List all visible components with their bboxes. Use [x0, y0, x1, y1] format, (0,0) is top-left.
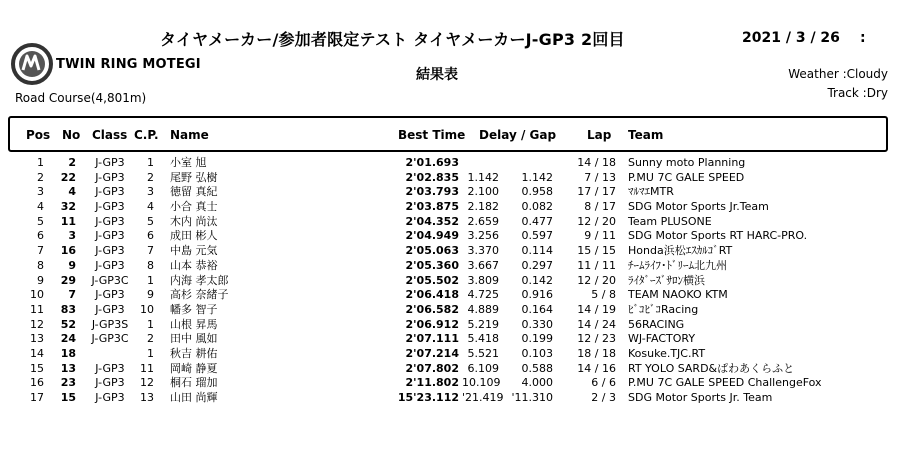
cell-lap: 9 / 11: [584, 229, 616, 243]
table-row: [0, 215, 900, 230]
cell-team: TEAM NAOKO KTM: [628, 288, 728, 302]
cell-class: J-GP3: [95, 302, 125, 316]
cell-no: 4: [68, 185, 76, 199]
cell-name: 尾野 弘樹: [170, 170, 218, 184]
col-header-best-time: Best Time: [398, 128, 466, 142]
cell-cp: 1: [147, 346, 154, 360]
cell-cp: 9: [147, 288, 154, 302]
col-header-no: No: [62, 128, 81, 142]
cell-name: 中島 元気: [170, 244, 218, 258]
cell-cp: 6: [147, 229, 154, 243]
cell-cp: 7: [147, 244, 154, 258]
cell-class: J-GP3: [95, 200, 125, 214]
cell-class: J-GP3: [95, 258, 125, 272]
cell-no: 83: [60, 302, 76, 316]
cell-lap: 14 / 24: [577, 317, 616, 331]
cell-lap: 12 / 20: [577, 214, 616, 228]
cell-delay: 3.370: [467, 244, 499, 258]
cell-delay: 5.521: [467, 346, 499, 360]
col-header-name: Name: [170, 128, 209, 142]
table-row: [0, 259, 900, 274]
table-row: [0, 347, 900, 362]
cell-no: 22: [60, 170, 76, 184]
cell-best-time: 2'05.502: [405, 273, 459, 287]
results-table: [0, 156, 900, 406]
cell-cp: 11: [140, 361, 154, 375]
table-row: [0, 185, 900, 200]
cell-delay: 2.659: [467, 214, 499, 228]
cell-name: 徳留 真紀: [170, 185, 218, 199]
cell-gap: 0.199: [521, 332, 553, 346]
cell-best-time: 2'03.793: [405, 185, 459, 199]
col-header-team: Team: [628, 128, 664, 142]
cell-gap: 0.597: [521, 229, 553, 243]
cell-name: 木内 尚汰: [170, 214, 218, 228]
cell-team: 56RACING: [628, 317, 685, 331]
cell-name: 田中 風如: [170, 332, 218, 346]
cell-team: ﾗｲﾀﾞｰｽﾞｻﾛﾝ横浜: [628, 273, 705, 287]
cell-no: 18: [60, 346, 76, 360]
cell-cp: 3: [147, 185, 154, 199]
cell-pos: 12: [30, 317, 44, 331]
cell-pos: 3: [37, 185, 44, 199]
cell-pos: 16: [30, 376, 44, 390]
cell-cp: 10: [140, 302, 154, 316]
cell-best-time: 2'07.802: [405, 361, 459, 375]
cell-name: 岡崎 静夏: [170, 361, 218, 375]
cell-pos: 15: [30, 361, 44, 375]
cell-team: Team PLUSONE: [628, 214, 712, 228]
cell-no: 11: [60, 214, 76, 228]
cell-lap: 11 / 11: [577, 258, 616, 272]
cell-gap: 0.142: [521, 273, 553, 287]
cell-lap: 8 / 17: [584, 200, 616, 214]
table-row: [0, 376, 900, 391]
cell-gap: 0.477: [521, 214, 553, 228]
cell-lap: 17 / 17: [577, 185, 616, 199]
cell-pos: 14: [30, 346, 44, 360]
brand-name: TWIN RING MOTEGI: [56, 57, 201, 72]
cell-team: ﾏﾙﾏｴMTR: [628, 185, 674, 199]
cell-pos: 1: [37, 156, 44, 169]
cell-team: P.MU 7C GALE SPEED ChallengeFox: [628, 376, 822, 390]
cell-delay: 4.889: [467, 302, 499, 316]
cell-no: 32: [60, 200, 76, 214]
page-title: タイヤメーカー/参加者限定テスト タイヤメーカーJ-GP3 2回目: [160, 30, 625, 49]
cell-lap: 15 / 15: [577, 244, 616, 258]
cell-delay: '21.419: [462, 391, 504, 404]
cell-cp: 5: [147, 214, 154, 228]
cell-lap: 14 / 18: [577, 156, 616, 169]
table-row: [0, 171, 900, 186]
table-row: [0, 362, 900, 377]
cell-best-time: 2'07.214: [405, 346, 459, 360]
cell-delay: 1.142: [467, 170, 499, 184]
cell-delay: 2.182: [467, 200, 499, 214]
cell-delay: 3.809: [467, 273, 499, 287]
cell-no: 24: [60, 332, 76, 346]
cell-cp: 12: [140, 376, 154, 390]
cell-best-time: 2'05.360: [405, 258, 459, 272]
cell-best-time: 2'01.693: [405, 156, 459, 169]
cell-best-time: 2'06.582: [405, 302, 459, 316]
cell-gap: 0.297: [521, 258, 553, 272]
cell-best-time: 2'05.063: [405, 244, 459, 258]
col-header-class: Class: [92, 128, 128, 142]
cell-no: 16: [60, 244, 76, 258]
cell-class: J-GP3S: [91, 317, 129, 331]
cell-delay: 5.219: [467, 317, 499, 331]
cell-delay: 6.109: [467, 361, 499, 375]
cell-class: J-GP3: [95, 376, 125, 390]
time-placeholder: :: [860, 30, 866, 46]
cell-cp: 13: [140, 391, 154, 404]
cell-gap: 4.000: [521, 376, 553, 390]
track-condition: Track :Dry: [827, 86, 888, 100]
cell-pos: 2: [37, 170, 44, 184]
cell-pos: 8: [37, 258, 44, 272]
cell-best-time: 2'06.912: [405, 317, 459, 331]
cell-name: 内海 孝太郎: [170, 273, 229, 287]
cell-team: P.MU 7C GALE SPEED: [628, 170, 745, 184]
col-header-delay-gap: Delay / Gap: [479, 128, 557, 142]
cell-name: 山本 恭裕: [170, 258, 218, 272]
cell-team: Sunny moto Planning: [628, 156, 746, 169]
cell-class: J-GP3: [95, 288, 125, 302]
twin-ring-motegi-logo: [10, 42, 54, 86]
cell-name: 小合 真士: [170, 200, 218, 214]
table-row: [0, 391, 900, 406]
cell-lap: 14 / 19: [577, 302, 616, 316]
cell-pos: 7: [37, 244, 44, 258]
cell-class: J-GP3: [95, 361, 125, 375]
cell-no: 15: [60, 391, 76, 404]
cell-no: 29: [60, 273, 76, 287]
cell-gap: 0.916: [521, 288, 553, 302]
cell-cp: 4: [147, 200, 154, 214]
col-header-pos: Pos: [26, 128, 51, 142]
table-row: [0, 274, 900, 289]
cell-no: 7: [68, 288, 76, 302]
cell-gap: 0.330: [521, 317, 553, 331]
cell-team: Kosuke.TJC.RT: [628, 346, 706, 360]
cell-no: 13: [60, 361, 76, 375]
table-row: [0, 288, 900, 303]
cell-delay: 5.418: [467, 332, 499, 346]
cell-delay: 3.667: [467, 258, 499, 272]
cell-team: ﾋﾞｺﾋﾞｺRacing: [628, 302, 699, 316]
event-date: 2021 / 3 / 26: [742, 30, 840, 46]
course-info: Road Course(4,801m): [15, 91, 147, 105]
cell-lap: 12 / 20: [577, 273, 616, 287]
cell-cp: 2: [147, 170, 154, 184]
cell-class: J-GP3: [95, 229, 125, 243]
cell-team: SDG Motor Sports RT HARC-PRO.: [628, 229, 808, 243]
cell-best-time: 2'07.111: [405, 332, 459, 346]
cell-no: 52: [60, 317, 76, 331]
cell-team: RT YOLO SARD&ぱわあくらふと: [628, 361, 795, 375]
cell-gap: 0.082: [521, 200, 553, 214]
cell-cp: 8: [147, 258, 154, 272]
cell-lap: 7 / 13: [584, 170, 616, 184]
table-row: [0, 200, 900, 215]
cell-gap: 1.142: [521, 170, 553, 184]
cell-cp: 2: [147, 332, 154, 346]
cell-pos: 17: [30, 391, 44, 404]
table-row: [0, 156, 900, 171]
col-header-cp: C.P.: [134, 128, 159, 142]
cell-lap: 14 / 16: [577, 361, 616, 375]
cell-class: J-GP3: [95, 156, 125, 169]
cell-name: 小室 旭: [170, 156, 207, 169]
cell-gap: 0.103: [521, 346, 553, 360]
cell-no: 9: [68, 258, 76, 272]
table-row: [0, 332, 900, 347]
cell-delay: 4.725: [467, 288, 499, 302]
cell-class: J-GP3: [95, 391, 125, 404]
cell-gap: 0.588: [521, 361, 553, 375]
cell-delay: 10.109: [462, 376, 501, 390]
cell-class: J-GP3: [95, 244, 125, 258]
cell-team: SDG Motor Sports Jr. Team: [628, 391, 773, 404]
cell-delay: 3.256: [467, 229, 499, 243]
cell-no: 23: [60, 376, 76, 390]
table-row: [0, 303, 900, 318]
cell-best-time: 2'11.802: [405, 376, 459, 390]
cell-class: J-GP3C: [91, 332, 129, 346]
cell-cp: 1: [147, 156, 154, 169]
cell-team: Honda浜松ｴｽｶﾙｺﾞRT: [628, 244, 733, 258]
cell-class: J-GP3: [95, 170, 125, 184]
cell-name: 山田 尚輝: [170, 391, 218, 404]
cell-name: 山根 昇馬: [170, 317, 218, 331]
cell-cp: 1: [147, 273, 154, 287]
cell-pos: 13: [30, 332, 44, 346]
cell-team: WJ-FACTORY: [628, 332, 696, 346]
cell-pos: 10: [30, 288, 44, 302]
cell-name: 成田 彬人: [170, 229, 218, 243]
cell-team: ﾁｰﾑﾗｲﾌ･ﾄﾞﾘｰﾑ北九州: [628, 258, 727, 272]
cell-class: J-GP3C: [91, 273, 129, 287]
cell-pos: 6: [37, 229, 44, 243]
cell-lap: 12 / 23: [577, 332, 616, 346]
cell-gap: '11.310: [511, 391, 553, 404]
cell-pos: 5: [37, 214, 44, 228]
cell-no: 3: [68, 229, 76, 243]
cell-lap: 2 / 3: [591, 391, 616, 404]
cell-pos: 11: [30, 302, 44, 316]
cell-cp: 1: [147, 317, 154, 331]
cell-lap: 18 / 18: [577, 346, 616, 360]
cell-team: SDG Motor Sports Jr.Team: [628, 200, 769, 214]
col-header-lap: Lap: [587, 128, 612, 142]
cell-name: 桐石 瑠加: [170, 376, 218, 390]
cell-lap: 6 / 6: [591, 376, 616, 390]
cell-best-time: 2'04.949: [405, 229, 459, 243]
cell-name: 高杉 奈緒子: [170, 288, 229, 302]
cell-name: 秋吉 耕佑: [170, 346, 218, 360]
cell-no: 2: [68, 156, 76, 169]
cell-lap: 5 / 8: [591, 288, 616, 302]
cell-class: J-GP3: [95, 185, 125, 199]
cell-class: J-GP3: [95, 214, 125, 228]
cell-best-time: 2'04.352: [405, 214, 459, 228]
cell-pos: 9: [37, 273, 44, 287]
table-row: [0, 244, 900, 259]
cell-name: 幡多 智子: [170, 302, 218, 316]
cell-delay: 2.100: [467, 185, 499, 199]
cell-gap: 0.114: [521, 244, 553, 258]
cell-best-time: 2'06.418: [405, 288, 459, 302]
cell-gap: 0.164: [521, 302, 553, 316]
cell-best-time: 2'03.875: [405, 200, 459, 214]
document-subtitle: 結果表: [416, 67, 458, 83]
cell-pos: 4: [37, 200, 44, 214]
cell-best-time: 2'02.835: [405, 170, 459, 184]
cell-best-time: 15'23.112: [397, 391, 459, 404]
weather-info: Weather :Cloudy: [788, 67, 888, 81]
table-row: [0, 318, 900, 333]
table-row: [0, 229, 900, 244]
cell-gap: 0.958: [521, 185, 553, 199]
